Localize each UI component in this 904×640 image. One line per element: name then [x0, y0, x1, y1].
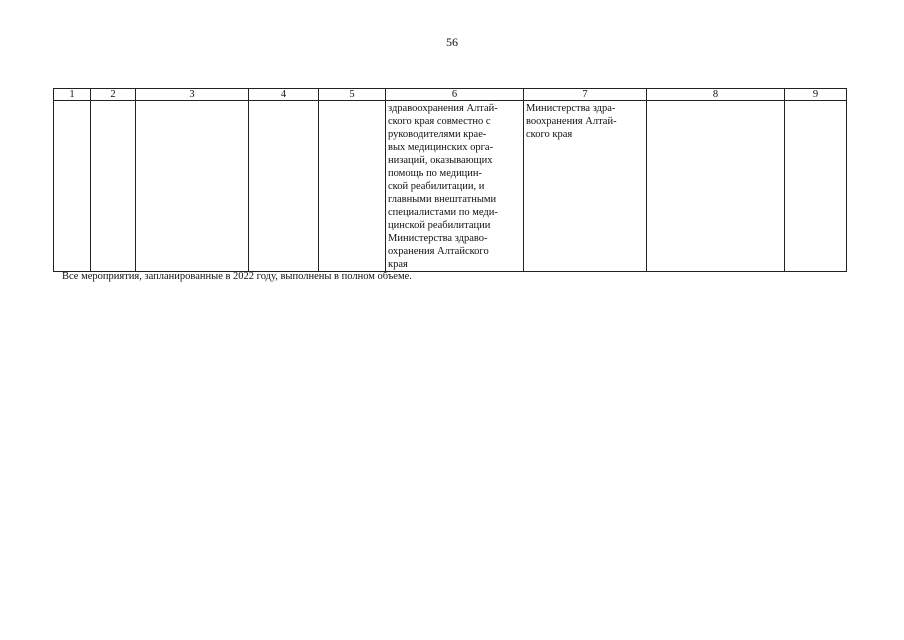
table-cell-col2 [91, 101, 136, 272]
column-header-8: 8 [647, 89, 785, 101]
column-header-1: 1 [54, 89, 91, 101]
cell-text-line: вых медицинских орга- [388, 142, 494, 153]
page-number: 56 [446, 35, 458, 49]
column-header-7: 7 [524, 89, 647, 101]
cell-text-line: Министерства здра- [526, 103, 616, 114]
cell-text-line: Министерства здраво- [388, 233, 488, 244]
cell-text-line: воохранения Алтай- [526, 116, 617, 127]
table-cell-col5 [319, 101, 386, 272]
completion-note: Все мероприятия, запланированные в 2022 году, выполнены в полном объеме. [62, 271, 412, 282]
cell-text-line: специалистами по меди- [388, 207, 498, 218]
column-header-9: 9 [785, 89, 847, 101]
cell-text-line: охранения Алтайского [388, 246, 489, 257]
column-header-5: 5 [319, 89, 386, 101]
column-header-2: 2 [91, 89, 136, 101]
cell-text-line: руководителями крае- [388, 129, 487, 140]
table-cell-col3 [136, 101, 249, 272]
table-cell-col7 [524, 101, 647, 272]
table-header-row [54, 89, 847, 101]
measures-table [53, 88, 847, 272]
cell-text-line: края [388, 259, 408, 270]
table-cell-col1 [54, 101, 91, 272]
table-cell-col9 [785, 101, 847, 272]
cell-text-line: цинской реабилитации [388, 220, 491, 231]
table-cell-col6 [386, 101, 524, 272]
cell-text-line: ского края совместно с [388, 116, 491, 127]
column-header-3: 3 [136, 89, 249, 101]
table-cell-col4 [249, 101, 319, 272]
column-header-6: 6 [386, 89, 524, 101]
table-cell-col8 [647, 101, 785, 272]
table-row [54, 101, 847, 272]
cell-text-line: главными внештатными [388, 194, 497, 205]
cell-text-line: здравоохранения Алтай- [388, 103, 498, 114]
cell-text-line: ской реабилитации, и [388, 181, 485, 192]
column-header-4: 4 [249, 89, 319, 101]
cell-text-line: низаций, оказывающих [388, 155, 493, 166]
cell-text-line: ского края [526, 129, 573, 140]
cell-text-line: помощь по медицин- [388, 168, 483, 179]
